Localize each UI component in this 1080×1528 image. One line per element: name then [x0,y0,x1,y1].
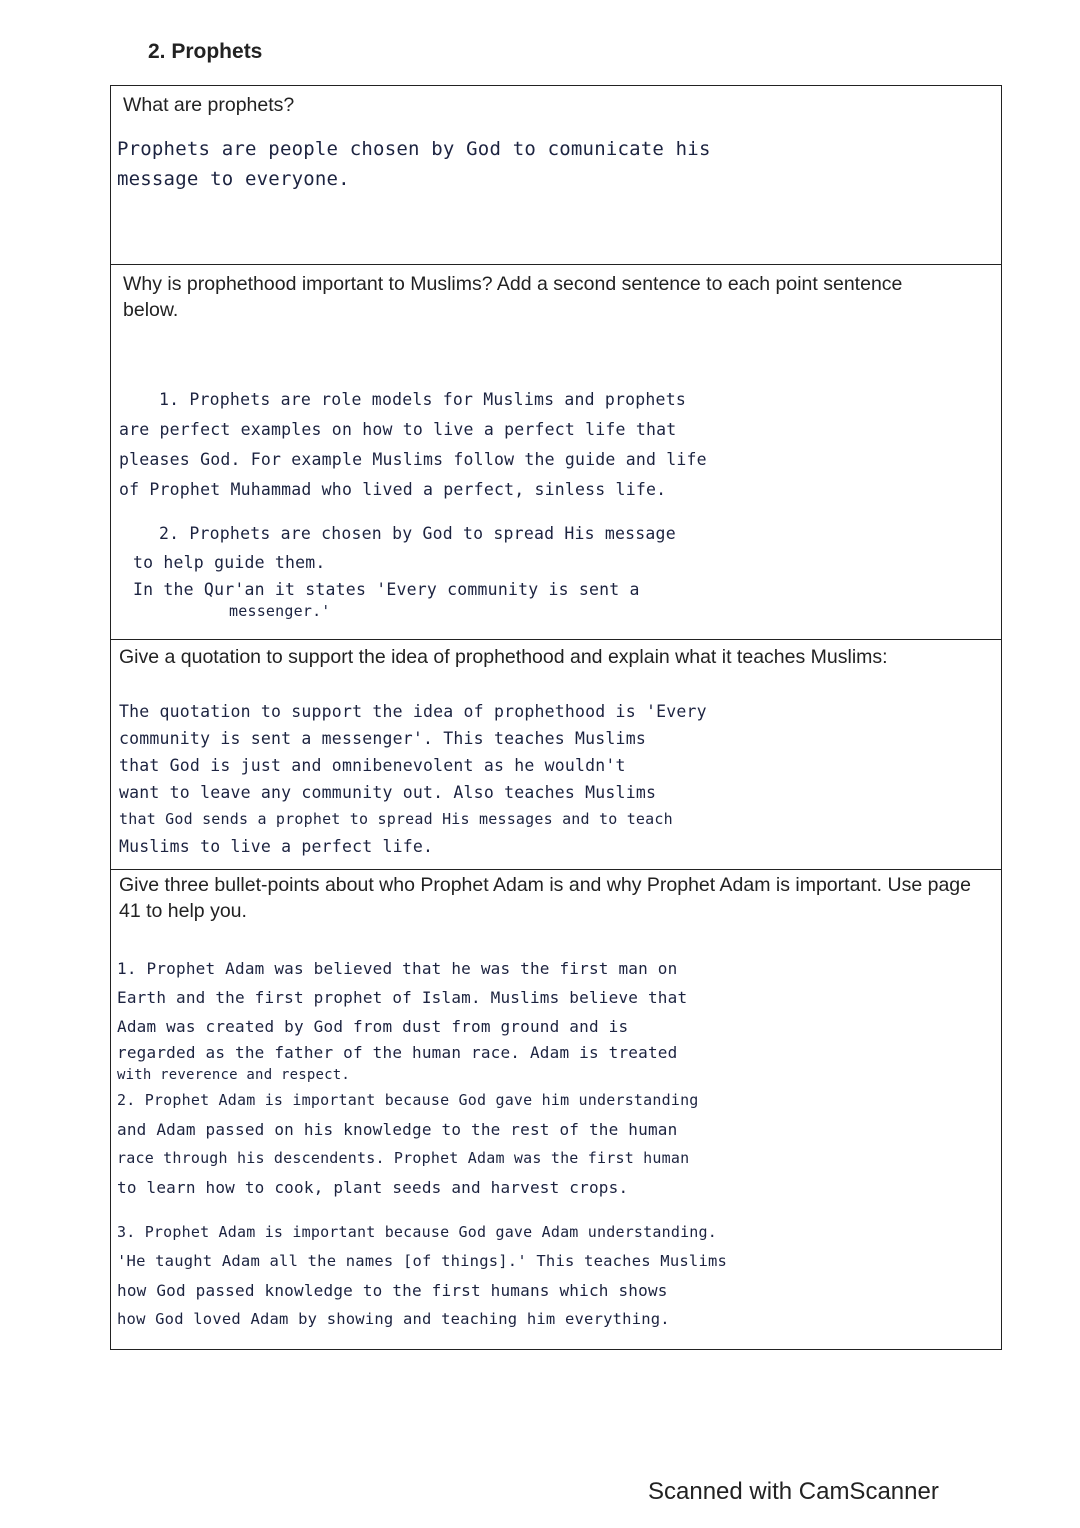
answer-line: Earth and the first prophet of Islam. Muslims believe that [117,988,688,1007]
answer-line: and Adam passed on his knowledge to the rest of the human [117,1120,678,1139]
answer-line: 3. Prophet Adam is important because God gave Adam understanding. [117,1223,717,1241]
answer-line: 2. Prophets are chosen by God to spread His message [159,524,676,543]
answer-what-are-prophets [117,134,711,194]
answer-line: of Prophet Muhammad who lived a perfect, sinless life. [119,480,667,499]
question-why-prophethood-important: Why is prophethood important to Muslims? Add a second sentence to each point sentence below. [123,273,903,321]
answer-line: 2. Prophet Adam is important because God gave him understanding [117,1091,699,1109]
answer-line: want to leave any community out. Also teaches Muslims [119,783,657,802]
answer-line: to help guide them. [133,553,326,572]
answer-line: In the Qur'an it states 'Every community is sent a [133,580,640,599]
answer-line: to learn how to cook, plant seeds and harvest crops. [117,1178,629,1197]
worksheet-table [110,85,1002,1350]
page-heading: 2. Prophets [148,40,263,63]
answer-line: that God sends a prophet to spread His messages and to teach [119,810,673,828]
question-what-are-prophets: What are prophets? [123,94,295,116]
answer-line: race through his descendents. Prophet Adam was the first human [117,1149,690,1167]
answer-line: 1. Prophets are role models for Muslims and prophets [159,390,686,409]
answer-line: are perfect examples on how to live a perfect life that [119,420,677,439]
answer-prophet-adam [117,954,727,1334]
answer-line: pleases God. For example Muslims follow the guide and life [119,450,707,469]
answer-line: that God is just and omnibenevolent as he wouldn't [119,756,626,775]
answer-line: how God loved Adam by showing and teaching him everything. [117,1310,670,1328]
answer-line: message to everyone. [117,168,350,190]
question-prophet-adam: Give three bullet-points about who Prophet Adam is and why Prophet Adam is important. Use page 41 to help you. [119,874,971,922]
section-prophet-adam [111,869,1001,1351]
answer-line: regarded as the father of the human race. Adam is treated [117,1043,678,1062]
answer-quotation [119,698,707,860]
answer-line: how God passed knowledge to the first humans which shows [117,1281,668,1300]
answer-line: Muslims to live a perfect life. [119,837,434,856]
answer-line: 1. Prophet Adam was believed that he was the first man on [117,959,678,978]
answer-why-prophethood-important [119,385,707,619]
answer-line: 'He taught Adam all the names [of things].' This teaches Muslims [117,1252,728,1270]
answer-line: The quotation to support the idea of prophethood is 'Every [119,702,707,721]
scanner-watermark: Scanned with CamScanner [648,1478,939,1505]
answer-line: Adam was created by God from dust from ground and is [117,1017,629,1036]
section-what-are-prophets [111,86,1001,264]
section-quotation [111,639,1001,869]
answer-line: Prophets are people chosen by God to comunicate his [117,138,711,160]
answer-line: with reverence and respect. [117,1067,350,1083]
answer-line: messenger.' [229,602,331,620]
question-quotation: Give a quotation to support the idea of prophethood and explain what it teaches Muslims: [119,646,888,668]
answer-line: community is sent a messenger'. This teaches Muslims [119,729,646,748]
section-why-prophethood-important [111,264,1001,633]
